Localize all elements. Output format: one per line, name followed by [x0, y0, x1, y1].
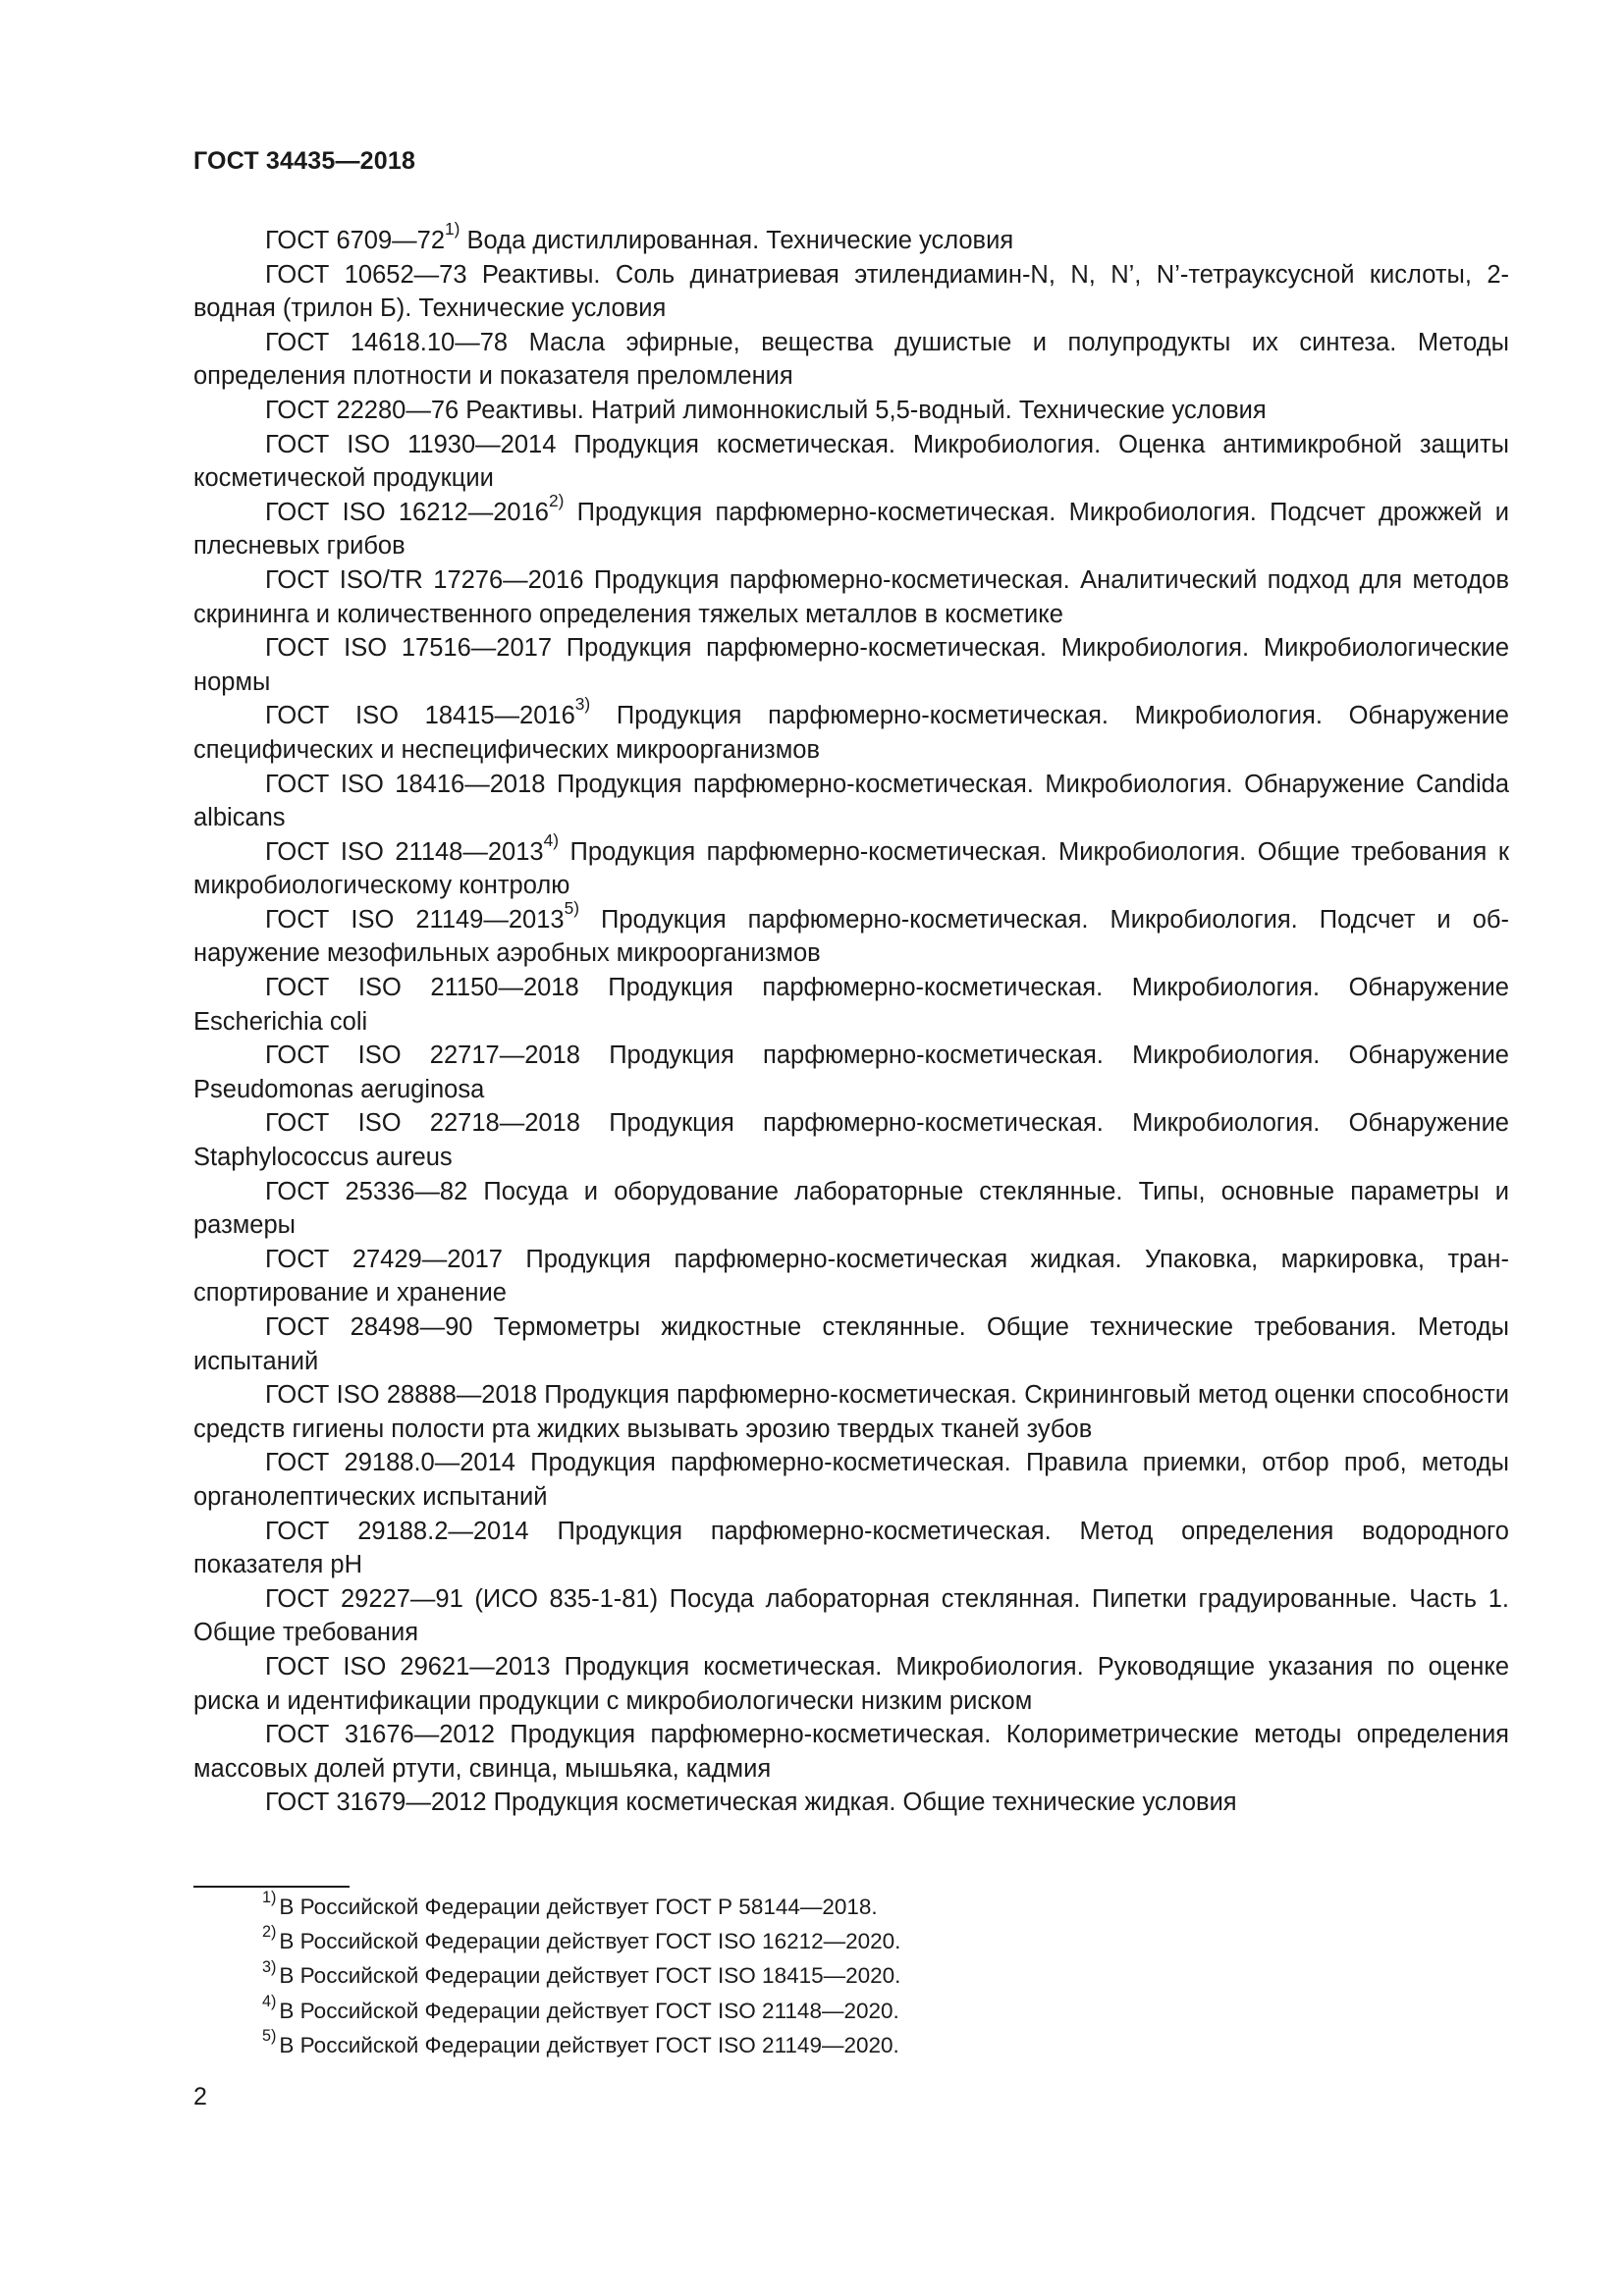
reference-item: [193, 563, 1509, 631]
reference-item: [193, 1310, 1509, 1378]
footnote-item: [262, 1958, 900, 1993]
reference-title: Продукция парфюмерно-косметическая. Микробиология. Подсчет дрожжей и плесневых грибов: [193, 498, 1509, 561]
reference-code: ГОСТ ISO 18416—2018: [265, 770, 546, 798]
reference-code: ГОСТ 25336—82: [265, 1177, 468, 1205]
footnote-text: В Российской Федерации действует ГОСТ Р 58144—2018.: [279, 1895, 878, 1919]
footnote-mark: 5): [262, 2027, 277, 2046]
reference-code: ГОСТ ISO 22717—2018: [265, 1041, 580, 1070]
reference-title: Продукция парфюмерно-косметическая. Микробиология. Обнаружение Candida albicans: [193, 770, 1509, 832]
reference-code: ГОСТ ISO/TR 17276—2016: [265, 565, 584, 594]
reference-item: [193, 1378, 1509, 1446]
footnote-item: [262, 1890, 900, 1924]
reference-title: Продукция парфюмерно-косметическая. Микробиология. Обнаружение специфических и неспецифических микроорганизмов: [193, 702, 1509, 764]
reference-title: Реактивы. Натрий лимоннокислый 5,5-водный. Технические условия: [459, 396, 1267, 424]
reference-title: Продукция парфюмерно-косметическая жидкая. Упаковка, маркировка, транспортирование и хранение: [193, 1245, 1509, 1308]
footnote-mark: 1): [445, 219, 460, 240]
reference-item: [193, 490, 1509, 563]
reference-item: [193, 1515, 1509, 1582]
reference-item: [193, 1446, 1509, 1514]
reference-item: [193, 898, 1509, 971]
reference-code: ГОСТ ISO 29621—2013: [265, 1652, 551, 1681]
reference-item: [193, 1175, 1509, 1243]
reference-code: ГОСТ ISO 17516—2017: [265, 634, 553, 663]
reference-title: Продукция парфюмерно-косметическая. Микробиология. Обнаружение Pseudomonas aeruginosa: [193, 1041, 1509, 1103]
footnote-mark: 2): [548, 490, 565, 510]
reference-item: [193, 631, 1509, 699]
reference-item: [193, 258, 1509, 326]
reference-title: Продукция парфюмерно-косметическая. Колориметрические методы определения массовых долей ртути, свинца, мышьяка, кадмия: [193, 1721, 1509, 1783]
reference-code: ГОСТ ISO 18415—2016: [265, 702, 575, 730]
reference-code: ГОСТ ISO 22718—2018: [265, 1109, 580, 1138]
reference-title: (ИСО 835-1-81) Посуда лабораторная стеклянная. Пипетки градуированные. Часть 1. Общие требования: [193, 1584, 1509, 1647]
footnote-text: В Российской Федерации действует ГОСТ ISO 18415—2020.: [279, 1963, 901, 1989]
footnote-item: [262, 2028, 900, 2062]
reference-item: [193, 1786, 1509, 1820]
reference-item: [193, 1106, 1509, 1174]
footnote-mark: 3): [574, 694, 591, 715]
footnote-text: В Российской Федерации действует ГОСТ ISO 21148—2020.: [279, 1998, 899, 2023]
reference-title: Продукция парфюмерно-косметическая. Микробиология. Микробиологические нормы: [193, 634, 1509, 696]
reference-item: [193, 219, 1509, 258]
footnotes-list: [262, 1890, 900, 2062]
reference-item: [193, 1718, 1509, 1786]
footnote-item: [262, 1994, 900, 2028]
reference-item: [193, 326, 1509, 394]
reference-code: ГОСТ 29188.2—2014: [265, 1517, 529, 1545]
reference-code: ГОСТ 6709—72: [265, 227, 446, 254]
reference-code: ГОСТ 10652—73: [265, 260, 467, 289]
reference-title: Продукция косметическая жидкая. Общие технические условия: [486, 1789, 1237, 1817]
reference-item: [193, 1039, 1509, 1106]
reference-item: [193, 394, 1509, 428]
document-header-title: ГОСТ 34435—2018: [193, 147, 416, 175]
reference-item: [193, 768, 1509, 835]
reference-item: [193, 971, 1509, 1039]
reference-code: ГОСТ ISO 21148—2013: [265, 837, 544, 866]
reference-code: ГОСТ 22280—76: [265, 396, 460, 424]
reference-code: ГОСТ ISO 21150—2018: [265, 974, 579, 1002]
reference-title: Продукция парфюмерно-косметическая. Микробиология. Обнаружение Escherichia coli: [193, 974, 1509, 1036]
reference-code: ГОСТ 31676—2012: [265, 1721, 495, 1749]
footnote-mark: 4): [543, 829, 560, 850]
footnote-mark: 2): [262, 1923, 277, 1942]
reference-code: ГОСТ 27429—2017: [265, 1245, 503, 1273]
reference-title: Продукция парфюмерно-косметическая. Скрининговый метод оценки способности средств гигиены полости рта жидких вызывать эрозию твердых тканей зубов: [193, 1381, 1509, 1443]
reference-title: Вода дистиллированная. Технические условия: [460, 227, 1014, 254]
reference-item: [193, 1582, 1509, 1650]
reference-item: [193, 829, 1509, 903]
reference-item: [193, 694, 1509, 767]
footnote-mark: 3): [262, 1957, 277, 1976]
reference-code: ГОСТ ISO 21149—2013: [265, 905, 565, 934]
reference-code: ГОСТ 28498—90: [265, 1313, 473, 1341]
reference-title: Термометры жидкостные стеклянные. Общие технические требования. Методы испытаний: [193, 1313, 1509, 1375]
reference-title: Реактивы. Соль динатриевая этилендиамин-N, N, N’, N’-тетрауксусной кислоты, 2-водная (трилон Б). Технические условия: [193, 260, 1509, 323]
reference-title: Продукция парфюмерно-косметическая. Правила приемки, отбор проб, методы органолептических испытаний: [193, 1449, 1509, 1511]
reference-title: Продукция парфюмерно-косметическая. Метод определения водородного показателя pH: [193, 1517, 1509, 1579]
reference-item: [193, 428, 1509, 496]
footnote-item: [262, 1924, 900, 1958]
reference-code: ГОСТ 29227—91: [265, 1584, 463, 1613]
footnote-text: В Российской Федерации действует ГОСТ ISO 16212—2020.: [279, 1929, 901, 1954]
reference-code: ГОСТ 31679—2012: [265, 1789, 487, 1817]
reference-title: Продукция косметическая. Микробиология. Оценка антимикробной защиты косметической продукции: [193, 430, 1509, 493]
footnote-mark: 1): [262, 1889, 277, 1907]
reference-code: ГОСТ ISO 16212—2016: [265, 498, 549, 526]
reference-code: ГОСТ 14618.10—78: [265, 328, 509, 356]
page-number: 2: [193, 2083, 207, 2110]
footnote-separator: [193, 1886, 350, 1888]
reference-title: Продукция парфюмерно-косметическая. Микробиология. Обнаружение Staphylococcus aureus: [193, 1109, 1509, 1172]
reference-title: Масла эфирные, вещества душистые и полупродукты их синтеза. Методы определения плотности и показателя преломления: [193, 328, 1509, 391]
reference-code: ГОСТ ISO 28888—2018: [265, 1381, 537, 1410]
reference-item: [193, 1650, 1509, 1718]
footnote-mark: 4): [262, 1992, 277, 2010]
reference-title: Продукция парфюмерно-косметическая. Микробиология. Подсчет и обнаружение мезофильных аэробных микроорганизмов: [193, 905, 1509, 968]
reference-item: [193, 1243, 1509, 1310]
reference-title: Продукция косметическая. Микробиология. Руководящие указания по оценке риска и идентификации продукции с микробиологически низким риском: [193, 1652, 1510, 1715]
reference-code: ГОСТ ISO 11930—2014: [265, 430, 557, 458]
reference-title: Посуда и оборудование лабораторные стеклянные. Типы, основные параметры и размеры: [193, 1177, 1509, 1240]
reference-title: Продукция парфюмерно-косметическая. Аналитический подход для методов скрининга и количественного определения тяжелых металлов в косметике: [193, 565, 1509, 628]
reference-title: Продукция парфюмерно-косметическая. Микробиология. Общие требования к микробиологическому контролю: [193, 837, 1509, 900]
reference-code: ГОСТ 29188.0—2014: [265, 1449, 515, 1477]
footnote-mark: 5): [564, 898, 580, 919]
footnote-text: В Российской Федерации действует ГОСТ ISO 21149—2020.: [279, 2032, 899, 2057]
normative-references-list: [193, 219, 1510, 1820]
